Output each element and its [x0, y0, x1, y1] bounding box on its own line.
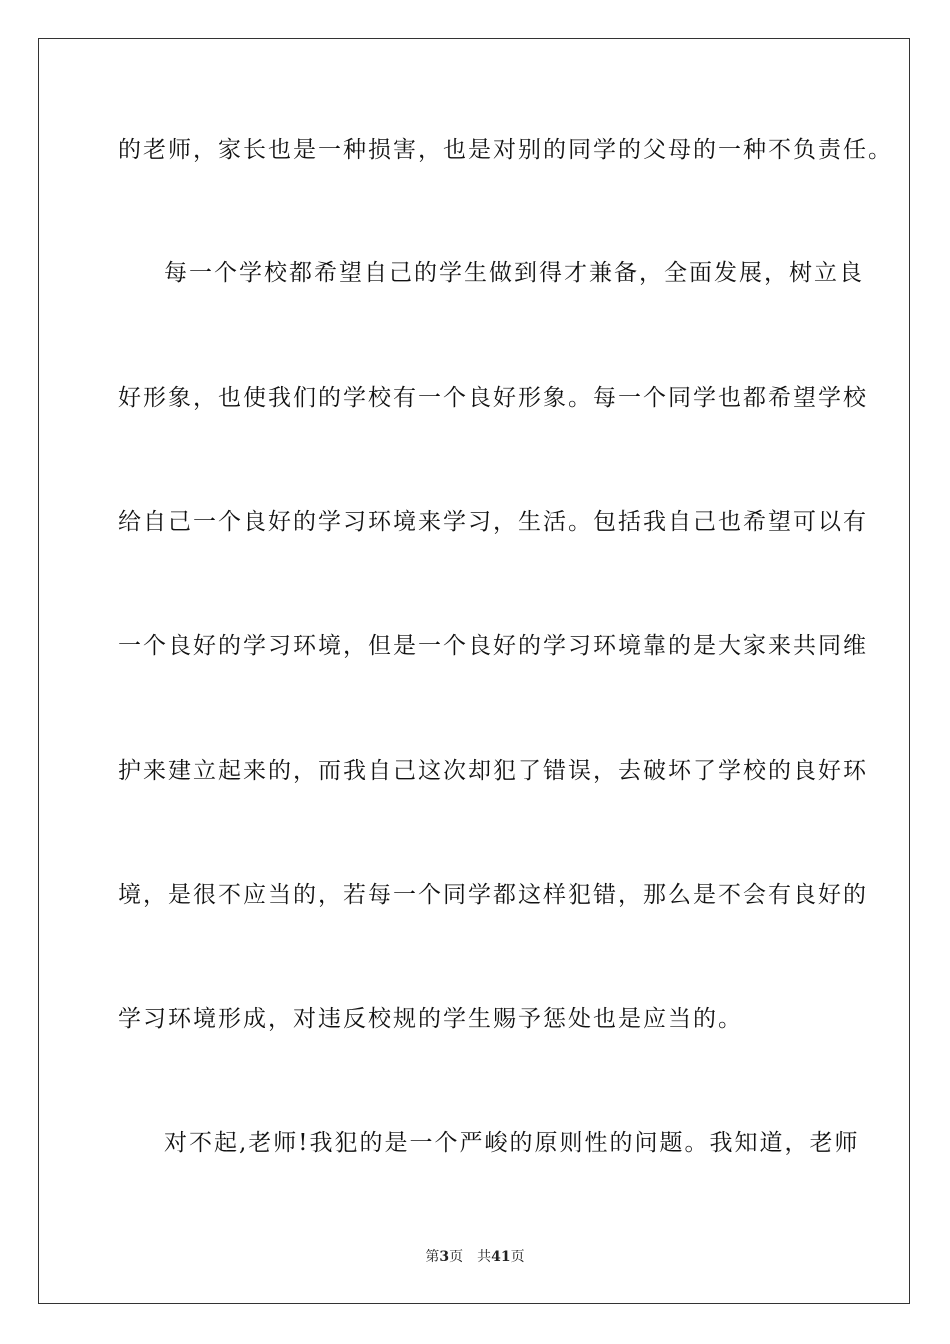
text-line: 护来建立起来的，而我自己这次却犯了错误，去破坏了学校的良好环 — [118, 758, 868, 784]
total-suffix: 页 — [510, 1249, 525, 1265]
text-line: 一个良好的学习环境，但是一个良好的学习环境靠的是大家来共同维 — [118, 633, 868, 659]
total-prefix: 共 — [477, 1249, 492, 1265]
text-line: 学习环境形成，对违反校规的学生赐予惩处也是应当的。 — [118, 1006, 743, 1032]
text-line: 的老师，家长也是一种损害，也是对别的同学的父母的一种不负责任。 — [118, 137, 893, 163]
paragraph-first-line: 每一个学校都希望自己的学生做到得才兼备，全面发展，树立良 — [164, 260, 864, 286]
paragraph-first-line: 对不起,老师!我犯的是一个严峻的原则性的问题。我知道，老师 — [164, 1130, 860, 1156]
page-footer — [0, 1246, 950, 1266]
page-prefix: 第 — [425, 1249, 440, 1265]
page-border — [38, 38, 910, 1304]
text-line: 境，是很不应当的，若每一个同学都这样犯错，那么是不会有良好的 — [118, 882, 868, 908]
text-line: 好形象，也使我们的学校有一个良好形象。每一个同学也都希望学校 — [118, 385, 868, 411]
page-number: 3 — [439, 1249, 450, 1265]
text-line: 给自己一个良好的学习环境来学习，生活。包括我自己也希望可以有 — [118, 509, 868, 535]
total-pages: 41 — [491, 1249, 511, 1265]
page-suffix: 页 — [449, 1249, 464, 1265]
